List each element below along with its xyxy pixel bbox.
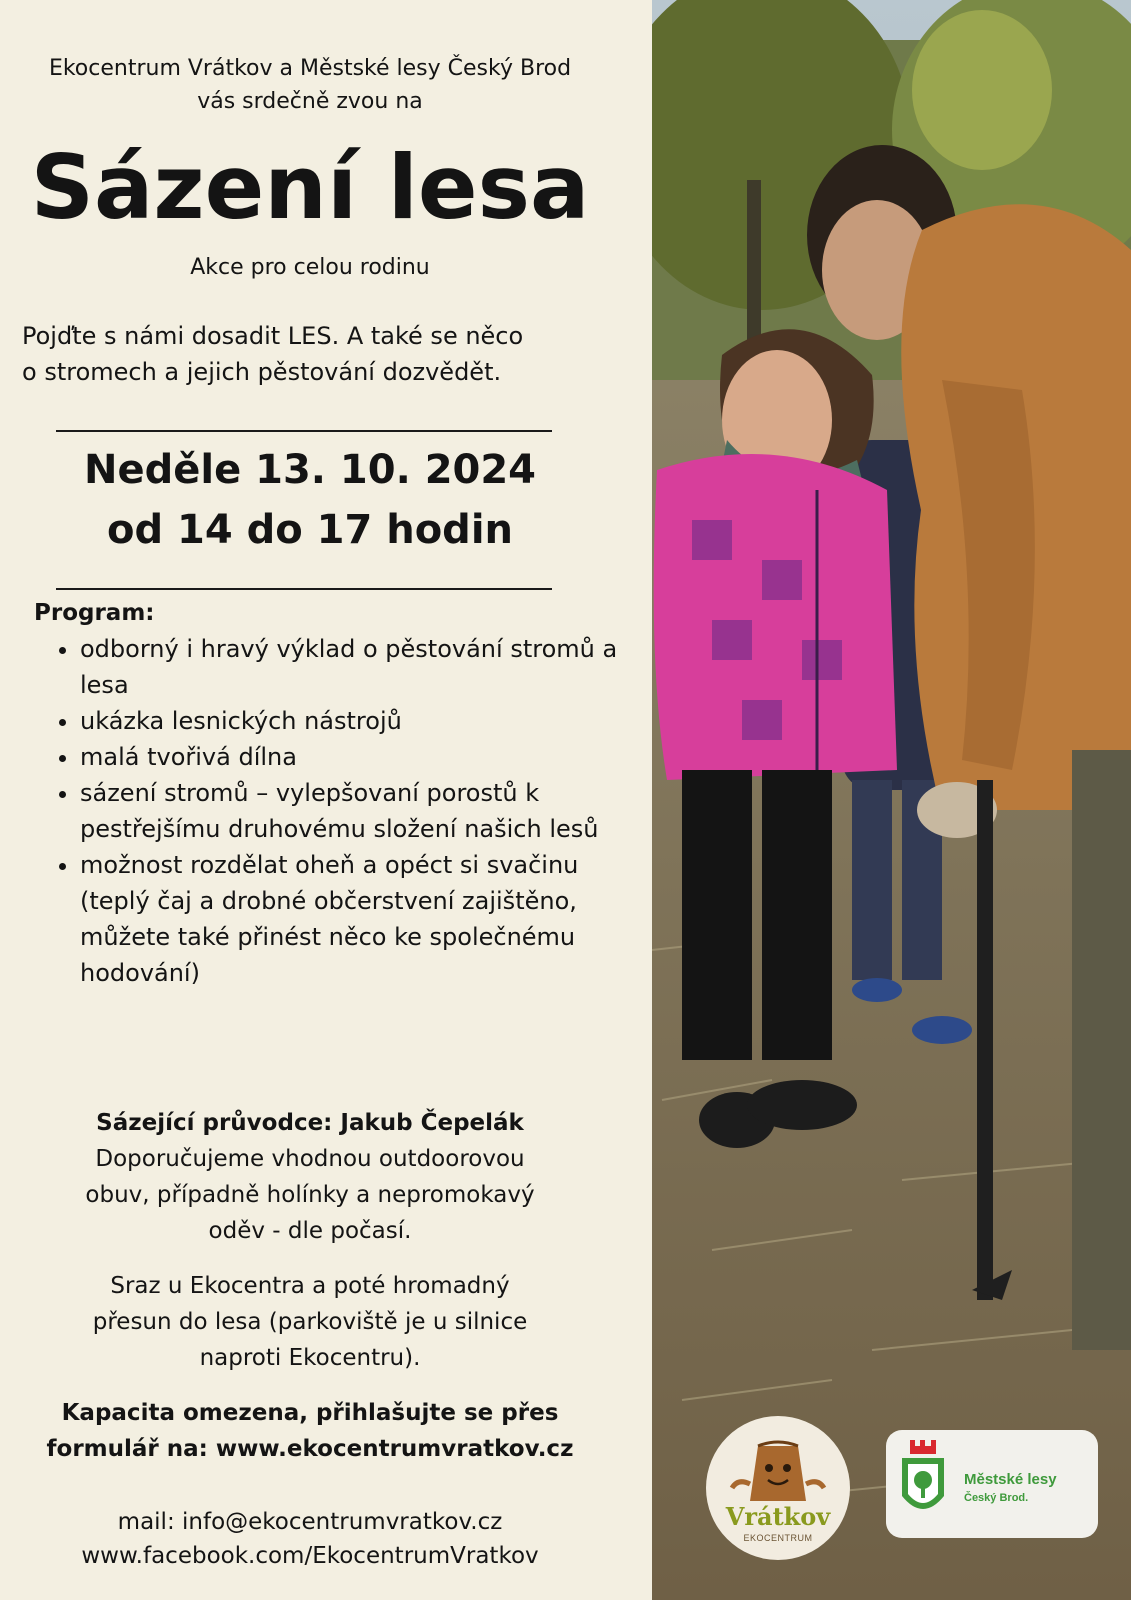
program-item: • ukázka lesnických nástrojů	[80, 703, 640, 739]
guide-line-3: oděv - dle počasí.	[208, 1218, 412, 1244]
vratkov-wordmark: Vrátkov	[725, 1502, 831, 1531]
guide-info	[0, 1105, 620, 1249]
divider-top	[56, 430, 552, 432]
event-subtitle: Akce pro celou rodinu	[190, 255, 430, 280]
divider-bottom	[56, 588, 552, 590]
meeting-line-1: Sraz u Ekocentra a poté hromadný	[110, 1273, 510, 1299]
vratkov-small-text: EKOCENTRUM	[743, 1533, 813, 1543]
vratkov-logo	[706, 1416, 850, 1560]
date-line-2: od 14 do 17 hodin	[106, 507, 514, 553]
capacity-notice	[0, 1395, 620, 1467]
photo-illustration	[652, 0, 1131, 1600]
lead-line-2: o stromech a jejich pěstování dozvědět.	[22, 358, 502, 386]
mestske-lesy-logo	[886, 1430, 1098, 1538]
program-item: • malá tvořivá dílna	[80, 739, 640, 775]
lesy-line-1: Městské lesy	[964, 1471, 1057, 1488]
meeting-info	[0, 1268, 620, 1376]
guide-line-2: obuv, případně holínky a nepromokavý	[85, 1182, 535, 1208]
capacity-line-1: Kapacita omezena, přihlašujte se přes	[61, 1400, 559, 1426]
intro	[0, 52, 620, 118]
capacity-line-2: formulář na: www.ekocentrumvratkov.cz	[46, 1436, 574, 1462]
program-list	[46, 631, 640, 991]
program-item: • odborný i hravý výklad o pěstování stromů a lesa	[80, 631, 640, 703]
program-item: • možnost rozdělat oheň a opéct si svačinu (teplý čaj a drobné občerstvení zajištěno, můžete také přinést něco ke společnému hodování)	[80, 847, 640, 991]
meeting-line-2: přesun do lesa (parkoviště je u silnice	[92, 1309, 528, 1335]
meeting-line-3: naproti Ekocentru).	[199, 1345, 421, 1371]
event-photo	[652, 0, 1131, 1600]
event-date	[0, 440, 620, 560]
coat-of-arms-icon	[892, 1430, 962, 1538]
lesy-line-2: Český Brod.	[964, 1492, 1029, 1504]
contact-facebook: www.facebook.com/EkocentrumVratkov	[81, 1543, 539, 1569]
contact-info	[0, 1505, 620, 1573]
contact-mail: mail: info@ekocentrumvratkov.cz	[117, 1509, 503, 1535]
date-line-1: Neděle 13. 10. 2024	[83, 447, 537, 493]
intro-line-1: Ekocentrum Vrátkov a Městské lesy Český Brod	[48, 56, 572, 81]
program-heading: Program:	[34, 600, 155, 626]
mestske-lesy-text	[964, 1470, 1057, 1508]
intro-line-2: vás srdečně zvou na	[197, 89, 423, 114]
program-item: • sázení stromů – vylepšovaní porostů k pestřejšímu druhovému složení našich lesů	[80, 775, 640, 847]
lead-paragraph	[22, 318, 632, 390]
lead-line-1: Pojďte s námi dosadit LES. A také se něco	[22, 322, 524, 350]
guide-heading: Sázející průvodce: Jakub Čepelák	[96, 1110, 524, 1136]
event-title: Sázení lesa	[30, 136, 590, 239]
guide-line-1: Doporučujeme vhodnou outdoorovou	[95, 1146, 525, 1172]
